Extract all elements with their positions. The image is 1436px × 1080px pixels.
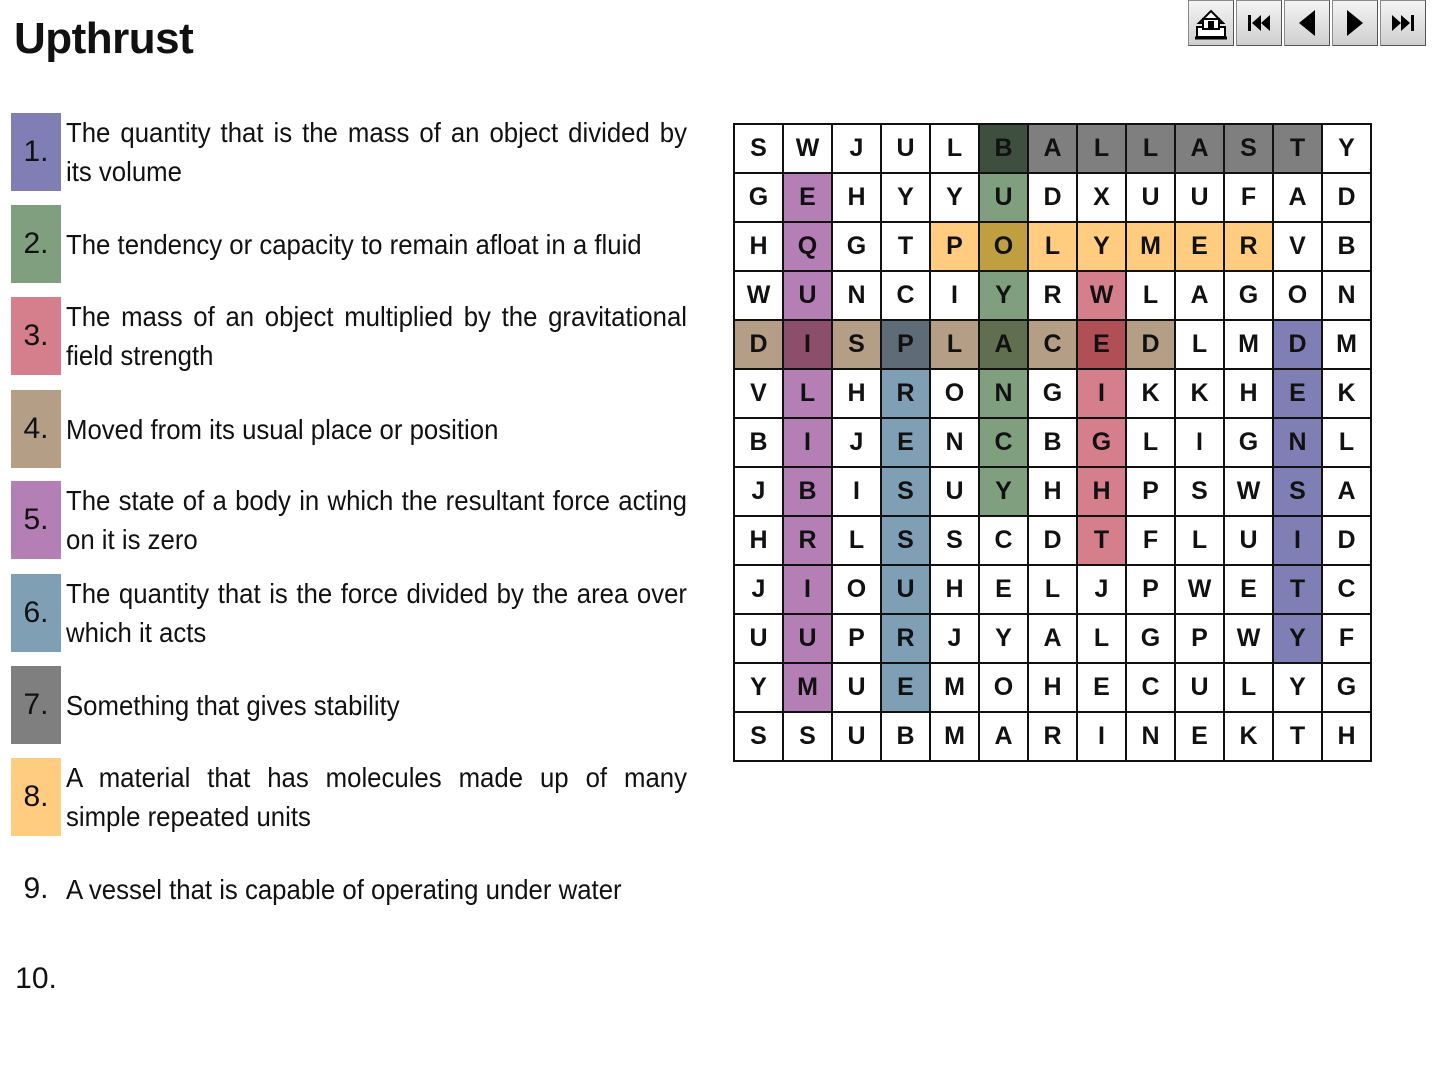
- grid-cell[interactable]: T: [1273, 565, 1322, 614]
- grid-cell[interactable]: S: [832, 320, 881, 369]
- clue-number: 6.: [11, 574, 61, 652]
- grid-cell[interactable]: D: [1126, 320, 1175, 369]
- grid-cell[interactable]: E: [1077, 320, 1126, 369]
- grid-cell[interactable]: L: [930, 124, 979, 173]
- grid-cell[interactable]: D: [1322, 516, 1371, 565]
- grid-cell[interactable]: D: [1273, 320, 1322, 369]
- grid-cell[interactable]: U: [930, 467, 979, 516]
- grid-cell[interactable]: T: [1077, 516, 1126, 565]
- grid-cell[interactable]: H: [1028, 663, 1077, 712]
- grid-row: [734, 418, 1371, 467]
- grid-cell[interactable]: X: [1077, 173, 1126, 222]
- grid-cell[interactable]: A: [1175, 271, 1224, 320]
- clue-text: A vessel that is capable of operating under water: [66, 873, 622, 905]
- grid-cell[interactable]: G: [1126, 614, 1175, 663]
- grid-cell[interactable]: E: [1224, 565, 1273, 614]
- grid-cell[interactable]: G: [1322, 663, 1371, 712]
- grid-cell[interactable]: I: [930, 271, 979, 320]
- grid-row: [734, 614, 1371, 663]
- clue-item: [11, 574, 691, 652]
- clue-item: [11, 481, 691, 559]
- grid-cell[interactable]: M: [1322, 320, 1371, 369]
- clue-number: 5.: [11, 481, 61, 559]
- grid-cell[interactable]: L: [1224, 663, 1273, 712]
- grid-cell[interactable]: O: [979, 663, 1028, 712]
- grid-cell[interactable]: H: [734, 516, 783, 565]
- next-icon: [1341, 8, 1369, 38]
- grid-cell[interactable]: A: [979, 320, 1028, 369]
- grid-cell[interactable]: J: [930, 614, 979, 663]
- grid-cell[interactable]: U: [979, 173, 1028, 222]
- grid-cell[interactable]: L: [1126, 271, 1175, 320]
- clue-number: 7.: [11, 666, 61, 744]
- grid-cell[interactable]: P: [930, 222, 979, 271]
- grid-cell[interactable]: W: [1224, 614, 1273, 663]
- grid-cell[interactable]: U: [783, 614, 832, 663]
- grid-cell[interactable]: S: [783, 712, 832, 761]
- clue-item: [11, 758, 691, 836]
- grid-cell[interactable]: T: [1273, 712, 1322, 761]
- grid-cell[interactable]: U: [1175, 173, 1224, 222]
- grid-cell[interactable]: E: [881, 418, 930, 467]
- grid-cell[interactable]: G: [1224, 271, 1273, 320]
- grid-cell[interactable]: Y: [979, 467, 1028, 516]
- grid-cell[interactable]: S: [734, 712, 783, 761]
- grid-cell[interactable]: O: [930, 369, 979, 418]
- page-title: Upthrust: [14, 14, 194, 63]
- grid-cell[interactable]: I: [783, 565, 832, 614]
- grid-cell[interactable]: B: [734, 418, 783, 467]
- grid-cell[interactable]: A: [1175, 124, 1224, 173]
- grid-cell[interactable]: Y: [734, 663, 783, 712]
- grid-cell[interactable]: Y: [930, 173, 979, 222]
- grid-cell[interactable]: N: [832, 271, 881, 320]
- grid-cell[interactable]: L: [832, 516, 881, 565]
- grid-cell[interactable]: Y: [1077, 222, 1126, 271]
- previous-slide-button[interactable]: [1284, 0, 1330, 46]
- grid-cell[interactable]: L: [783, 369, 832, 418]
- grid-cell[interactable]: L: [1077, 614, 1126, 663]
- grid-cell[interactable]: H: [832, 173, 881, 222]
- grid-cell[interactable]: N: [930, 418, 979, 467]
- grid-cell[interactable]: K: [1224, 712, 1273, 761]
- grid-row: [734, 663, 1371, 712]
- grid-cell[interactable]: V: [1273, 222, 1322, 271]
- slide-navigation: [1188, 0, 1426, 46]
- grid-cell[interactable]: L: [1028, 565, 1077, 614]
- grid-cell[interactable]: L: [930, 320, 979, 369]
- grid-cell[interactable]: U: [832, 712, 881, 761]
- grid-cell[interactable]: E: [783, 173, 832, 222]
- grid-cell[interactable]: R: [1028, 712, 1077, 761]
- grid-cell[interactable]: P: [832, 614, 881, 663]
- grid-cell[interactable]: J: [832, 124, 881, 173]
- grid-cell[interactable]: S: [1224, 124, 1273, 173]
- grid-cell[interactable]: Y: [979, 271, 1028, 320]
- skip-first-icon: [1245, 12, 1273, 34]
- grid-cell[interactable]: R: [783, 516, 832, 565]
- grid-cell[interactable]: C: [881, 271, 930, 320]
- grid-cell[interactable]: A: [1273, 173, 1322, 222]
- grid-cell[interactable]: H: [1224, 369, 1273, 418]
- clue-text: The tendency or capacity to remain afloat in a fluid: [66, 228, 642, 260]
- grid-cell[interactable]: P: [1126, 565, 1175, 614]
- grid-cell[interactable]: Y: [881, 173, 930, 222]
- grid-cell[interactable]: F: [1224, 173, 1273, 222]
- grid-cell[interactable]: B: [783, 467, 832, 516]
- home-icon: [1193, 5, 1229, 41]
- grid-cell[interactable]: A: [1028, 614, 1077, 663]
- grid-cell[interactable]: H: [1322, 712, 1371, 761]
- grid-cell[interactable]: U: [734, 614, 783, 663]
- clue-text: The quantity that is the force divided by the area over which it acts: [66, 578, 687, 648]
- grid-cell[interactable]: H: [832, 369, 881, 418]
- grid-cell[interactable]: S: [881, 516, 930, 565]
- grid-cell[interactable]: S: [1273, 467, 1322, 516]
- grid-cell[interactable]: W: [1175, 565, 1224, 614]
- grid-cell[interactable]: V: [734, 369, 783, 418]
- grid-cell[interactable]: A: [1028, 124, 1077, 173]
- grid-cell[interactable]: Y: [1322, 124, 1371, 173]
- grid-cell[interactable]: C: [1126, 663, 1175, 712]
- grid-row: [734, 467, 1371, 516]
- grid-cell[interactable]: U: [1126, 173, 1175, 222]
- grid-cell[interactable]: K: [1126, 369, 1175, 418]
- grid-cell[interactable]: Q: [783, 222, 832, 271]
- grid-cell[interactable]: P: [1175, 614, 1224, 663]
- grid-cell[interactable]: G: [832, 222, 881, 271]
- grid-cell[interactable]: I: [832, 467, 881, 516]
- skip-last-icon: [1389, 12, 1417, 34]
- clue-text: [66, 940, 687, 1018]
- grid-cell[interactable]: F: [1322, 614, 1371, 663]
- grid-cell[interactable]: E: [881, 663, 930, 712]
- clue-number: 4.: [11, 390, 61, 468]
- clue-number: 8.: [11, 758, 61, 836]
- grid-cell[interactable]: C: [979, 516, 1028, 565]
- grid-cell[interactable]: H: [734, 222, 783, 271]
- grid-cell[interactable]: Y: [979, 614, 1028, 663]
- grid-cell[interactable]: S: [1175, 467, 1224, 516]
- grid-cell[interactable]: B: [1028, 418, 1077, 467]
- clue-number: 2.: [11, 205, 61, 283]
- previous-icon: [1293, 8, 1321, 38]
- grid-row: [734, 712, 1371, 761]
- next-slide-button[interactable]: [1332, 0, 1378, 46]
- grid-cell[interactable]: E: [1273, 369, 1322, 418]
- clue-item: [11, 297, 691, 375]
- clue-number: 3.: [11, 297, 61, 375]
- grid-row: [734, 222, 1371, 271]
- grid-cell[interactable]: I: [1273, 516, 1322, 565]
- grid-cell[interactable]: L: [1077, 124, 1126, 173]
- grid-cell[interactable]: E: [1175, 712, 1224, 761]
- first-slide-button[interactable]: [1236, 0, 1282, 46]
- grid-cell[interactable]: U: [1224, 516, 1273, 565]
- grid-cell[interactable]: E: [1077, 663, 1126, 712]
- grid-row: [734, 124, 1371, 173]
- grid-cell[interactable]: C: [1028, 320, 1077, 369]
- grid-cell[interactable]: B: [979, 124, 1028, 173]
- grid-cell[interactable]: H: [1028, 467, 1077, 516]
- grid-row: [734, 369, 1371, 418]
- grid-cell[interactable]: R: [1028, 271, 1077, 320]
- grid-row: [734, 320, 1371, 369]
- grid-cell[interactable]: F: [1126, 516, 1175, 565]
- grid-cell[interactable]: P: [881, 320, 930, 369]
- grid-cell[interactable]: M: [930, 663, 979, 712]
- grid-cell[interactable]: N: [1273, 418, 1322, 467]
- grid-cell[interactable]: O: [832, 565, 881, 614]
- clue-text: The state of a body in which the resultant force acting on it is zero: [66, 485, 687, 555]
- grid-cell[interactable]: R: [881, 614, 930, 663]
- grid-cell[interactable]: S: [881, 467, 930, 516]
- grid-cell[interactable]: S: [734, 124, 783, 173]
- grid-cell[interactable]: G: [1224, 418, 1273, 467]
- grid-cell[interactable]: I: [1077, 369, 1126, 418]
- grid-cell[interactable]: B: [1322, 222, 1371, 271]
- clue-text: Moved from its usual place or position: [66, 413, 499, 445]
- grid-cell[interactable]: G: [1028, 369, 1077, 418]
- grid-cell[interactable]: L: [1175, 320, 1224, 369]
- grid-cell[interactable]: K: [1175, 369, 1224, 418]
- last-slide-button[interactable]: [1380, 0, 1426, 46]
- grid-cell[interactable]: W: [1224, 467, 1273, 516]
- grid-cell[interactable]: B: [881, 712, 930, 761]
- grid-cell[interactable]: O: [1273, 271, 1322, 320]
- home-button[interactable]: [1188, 0, 1234, 46]
- clue-item: [11, 205, 691, 283]
- grid-cell[interactable]: L: [1126, 124, 1175, 173]
- grid-cell[interactable]: O: [979, 222, 1028, 271]
- grid-cell[interactable]: I: [783, 418, 832, 467]
- grid-cell[interactable]: M: [930, 712, 979, 761]
- grid-cell[interactable]: N: [979, 369, 1028, 418]
- clue-item: [11, 940, 691, 1018]
- grid-cell[interactable]: Y: [1273, 663, 1322, 712]
- grid-cell[interactable]: U: [881, 124, 930, 173]
- grid-cell[interactable]: N: [1126, 712, 1175, 761]
- grid-cell[interactable]: S: [930, 516, 979, 565]
- clue-number: 10.: [15, 962, 57, 995]
- grid-cell[interactable]: W: [734, 271, 783, 320]
- word-search-grid: [733, 123, 1372, 762]
- clue-number: 1.: [11, 113, 61, 191]
- grid-cell[interactable]: P: [1126, 467, 1175, 516]
- grid-cell[interactable]: D: [1028, 516, 1077, 565]
- grid-cell[interactable]: J: [832, 418, 881, 467]
- grid-cell[interactable]: A: [1322, 467, 1371, 516]
- grid-cell[interactable]: M: [1224, 320, 1273, 369]
- clue-item: [11, 113, 691, 191]
- grid-cell[interactable]: I: [1077, 712, 1126, 761]
- grid-cell[interactable]: G: [1077, 418, 1126, 467]
- grid-cell[interactable]: D: [1322, 173, 1371, 222]
- clue-text: The quantity that is the mass of an object divided by its volume: [66, 117, 687, 187]
- grid-cell[interactable]: W: [783, 124, 832, 173]
- grid-row: [734, 271, 1371, 320]
- grid-cell[interactable]: L: [1175, 516, 1224, 565]
- grid-cell[interactable]: T: [881, 222, 930, 271]
- grid-cell[interactable]: E: [979, 565, 1028, 614]
- grid-cell[interactable]: H: [930, 565, 979, 614]
- grid-row: [734, 516, 1371, 565]
- grid-cell[interactable]: C: [1322, 565, 1371, 614]
- grid-cell[interactable]: D: [734, 320, 783, 369]
- grid-cell[interactable]: L: [1126, 418, 1175, 467]
- grid-row: [734, 173, 1371, 222]
- grid-cell[interactable]: H: [1077, 467, 1126, 516]
- grid-cell[interactable]: J: [734, 565, 783, 614]
- grid-cell[interactable]: M: [783, 663, 832, 712]
- grid-cell[interactable]: K: [1322, 369, 1371, 418]
- grid-cell[interactable]: L: [1322, 418, 1371, 467]
- clue-item: [11, 666, 691, 744]
- clue-text: The mass of an object multiplied by the gravitational field strength: [66, 301, 687, 371]
- clue-item: [11, 390, 691, 468]
- grid-cell[interactable]: U: [1175, 663, 1224, 712]
- grid-cell[interactable]: M: [1126, 222, 1175, 271]
- grid-cell[interactable]: R: [881, 369, 930, 418]
- grid-cell[interactable]: L: [1028, 222, 1077, 271]
- grid-cell[interactable]: W: [1077, 271, 1126, 320]
- grid-cell[interactable]: U: [832, 663, 881, 712]
- clue-number: 9.: [23, 872, 49, 905]
- grid-cell[interactable]: G: [734, 173, 783, 222]
- grid-row: [734, 565, 1371, 614]
- grid-cell[interactable]: I: [783, 320, 832, 369]
- grid-cell[interactable]: J: [1077, 565, 1126, 614]
- grid-cell[interactable]: J: [734, 467, 783, 516]
- grid-cell[interactable]: U: [881, 565, 930, 614]
- grid-cell[interactable]: N: [1322, 271, 1371, 320]
- grid-cell[interactable]: C: [979, 418, 1028, 467]
- grid-cell[interactable]: R: [1224, 222, 1273, 271]
- grid-cell[interactable]: D: [1028, 173, 1077, 222]
- grid-cell[interactable]: Y: [1273, 614, 1322, 663]
- grid-cell[interactable]: A: [979, 712, 1028, 761]
- clue-text: A material that has molecules made up of many simple repeated units: [66, 762, 687, 832]
- grid-cell[interactable]: U: [783, 271, 832, 320]
- grid-cell[interactable]: E: [1175, 222, 1224, 271]
- grid-cell[interactable]: I: [1175, 418, 1224, 467]
- clue-text: Something that gives stability: [66, 689, 400, 721]
- grid-cell[interactable]: T: [1273, 124, 1322, 173]
- clue-item: [11, 850, 691, 928]
